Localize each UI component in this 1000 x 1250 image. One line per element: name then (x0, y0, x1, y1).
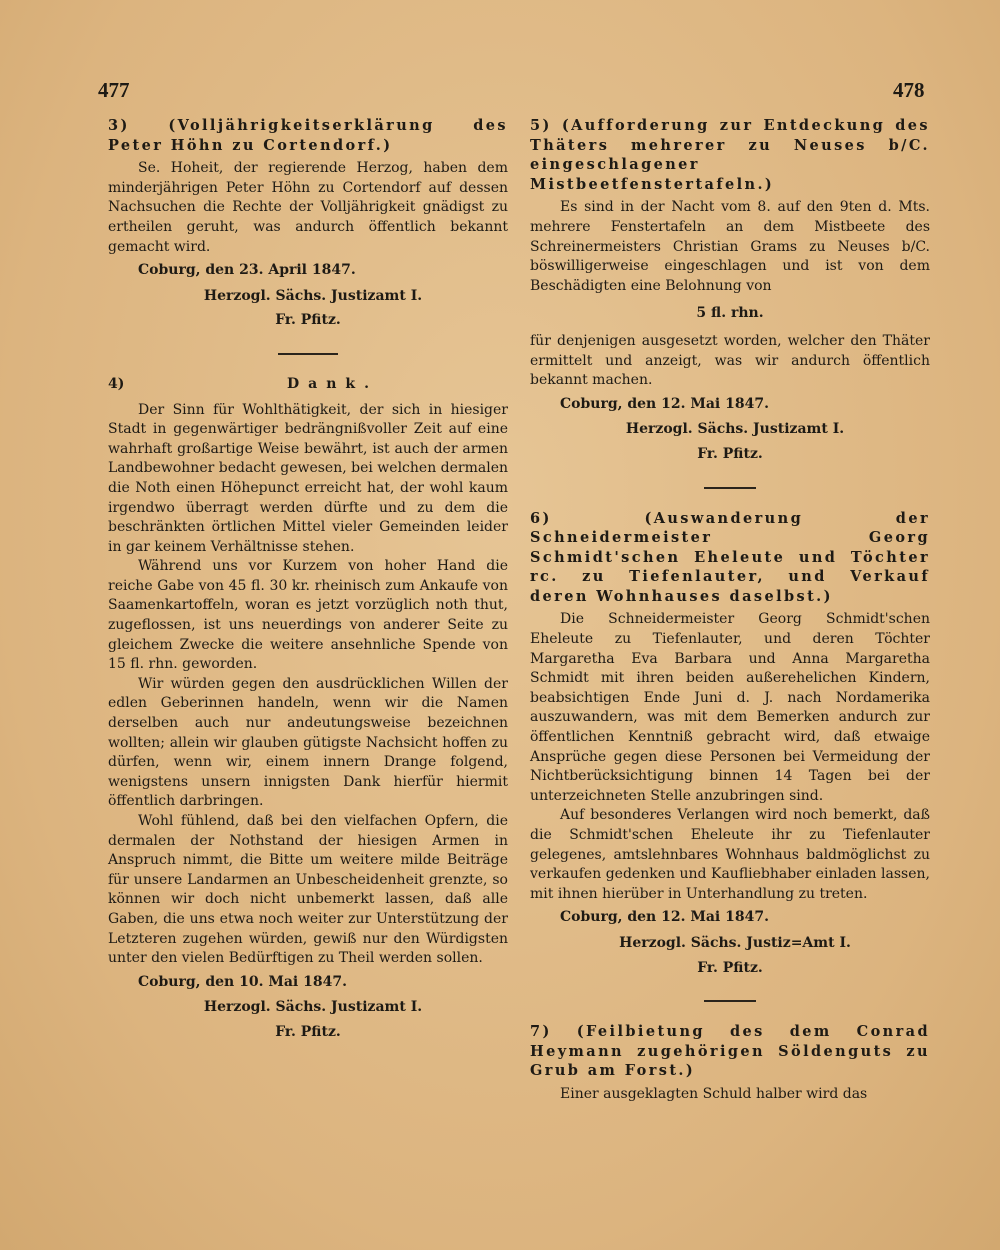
notice-4-heading (108, 375, 508, 395)
notice-6-paragraph-2: Auf besonderes Verlangen wird noch bemerkt, daß die Schmidt'schen Eheleute ihr zu Tiefenlauter gelegenes, amtslehnbares Wohnhaus baldmöglichst zu verkaufen gedenken und Kaufliebhaber einladen lassen, mit ihnen hierüber in Unterhandlung zu treten. (530, 807, 930, 902)
notice-5-body-2: für denjenigen ausgesetzt worden, welcher den Thäter ermittelt und anzeigt, was wir andurch öffentlich bekannt machen. (530, 332, 930, 389)
notice-5-reward-amount: 5 fl. rhn. (696, 305, 764, 322)
notice-5-signature: Fr. Pfitz. (697, 445, 763, 462)
notice-5-office: Herzogl. Sächs. Justizamt I. (625, 421, 845, 438)
notice-5-body-1: Es sind in der Nacht vom 8. auf den 9ten d. Mts. mehrere Fenstertafeln an dem Mistbeete des Schreinermeisters Christian Grams zu Neuses b/C. böswilligerweise eingeschlagen und ist von dem Beschädigten eine Belohnung von (530, 199, 930, 294)
notice-7-body: Einer ausgeklagten Schuld halber wird das (560, 1085, 868, 1102)
notice-3-body: Se. Hoheit, der regierende Herzog, haben dem minderjährigen Peter Höhn zu Cortendorf auf dessen Nachsuchen die Rechte der Volljährigkeit gnädigst zu ertheilen geruht, was andurch öffentlich bekannt gemacht wird. (108, 160, 508, 255)
notice-5-heading: 5) (Aufforderung zur Entdeckung des Thäters mehrerer zu Neuses b/C. eingeschlagener Mistbeetfenstertafeln.) (530, 117, 930, 193)
notice-6-date: Coburg, den 12. Mai 1847. (560, 909, 769, 926)
notice-6 (530, 509, 930, 979)
notice-7 (530, 1022, 930, 1104)
notice-6-signature: Fr. Pfitz. (697, 959, 763, 976)
notice-4-number: 4) (108, 375, 125, 392)
notice-4-date: Coburg, den 10. Mai 1847. (138, 973, 347, 990)
notice-3 (108, 116, 508, 331)
notice-3-date: Coburg, den 23. April 1847. (138, 262, 356, 279)
separator-rule (278, 353, 338, 355)
notice-6-office: Herzogl. Sächs. Justiz=Amt I. (619, 934, 851, 951)
notice-4-office: Herzogl. Sächs. Justizamt I. (203, 999, 423, 1016)
notice-4-paragraph-3: Wir würden gegen den ausdrücklichen Willen der edlen Geberinnen handeln, wenn wir die Namen derselben auch nur andeutungsweise bezeichnen wollten; allein wir glauben gütigste Nachsicht hoffen zu dürfen, wenn wir, einem innern Drange folgend, wenigstens unsern innigsten Dank hierfür hiermit öffentlich darbringen. (108, 675, 508, 810)
separator-rule (704, 1000, 756, 1002)
notice-3-office: Herzogl. Sächs. Justizamt I. (203, 287, 423, 304)
notice-7-heading: 7) (Feilbietung des dem Conrad Heymann zugehörigen Söldenguts zu Grub am Forst.) (530, 1023, 930, 1080)
notice-5-date: Coburg, den 12. Mai 1847. (560, 395, 769, 412)
notice-3-signature: Fr. Pfitz. (275, 312, 341, 329)
notice-6-heading: 6) (Auswanderung der Schneidermeister Georg Schmidt'schen Eheleute und Töchter rc. zu Tiefenlauter, und Verkauf deren Wohnhauses daselbst.) (530, 509, 930, 605)
page-number-right: 478 (893, 78, 925, 102)
page-number-left: 477 (98, 78, 130, 102)
notice-4-paragraph-4: Wohl fühlend, daß bei den vielfachen Opfern, die dermalen der Nothstand der hiesigen Armen in Anspruch nimmt, die Bitte um weitere milde Beiträge für unsere Landarmen an Unbescheidenheit grenzte, so können wir doch nicht unbemerkt lassen, daß alle Gaben, die uns etwa noch weiter zur Unterstützung der Letzteren zugehen würden, gewiß nur den Würdigsten unter den vielen Bedürftigen zu Theil werden sollen. (108, 813, 508, 967)
notice-6-paragraph-1: Die Schneidermeister Georg Schmidt'schen Eheleute zu Tiefenlauter, und deren Töchter Margaretha Eva Barbara und Anna Margaretha Schmidt mit ihren beiden außerehelichen Kindern, beabsichtigen Ende Juni d. J. nach Nordamerika auszuwandern, was mit dem Bemerken andurch zur öffentlichen Kenntniß gebracht wird, daß etwaige Ansprüche gegen diese Personen bei Vermeidung der Nichtberücksichtigung binnen 14 Tagen bei der unterzeichneten Stelle anzubringen sind. (530, 611, 930, 804)
notice-5 (530, 116, 930, 465)
notice-4 (108, 375, 508, 1043)
notice-4-signature: Fr. Pfitz. (275, 1023, 341, 1040)
notice-4-paragraph-2: Während uns vor Kurzem von hoher Hand die reiche Gabe von 45 fl. 30 kr. rheinisch zum Ankaufe von Saamenkartoffeln, woran es jetzt vorzüglich noth thut, zugeflossen, ist uns neuerdings von anderer Seite zu gleichem Zwecke die weitere ansehnliche Spende von 15 fl. rhn. geworden. (108, 558, 508, 673)
notice-4-title: Dank. (287, 375, 378, 392)
right-column (530, 116, 930, 1105)
separator-rule (704, 487, 756, 489)
notice-3-heading: 3) (Volljährigkeitserklärung des Peter Höhn zu Cortendorf.) (108, 117, 508, 154)
notice-4-paragraph-1: Der Sinn für Wohlthätigkeit, der sich in hiesiger Stadt in gegenwärtiger bedrängnißvoller Zeit auf eine wahrhaft großartige Weise bewährt, ist auch der armen Landbewohner bedacht gewesen, bei welchen dermalen die Noth einen Höhepunct erreicht hat, der wohl kaum irgendwo überragt werden dürfte und zu dem die beschränkten örtlichen Mittel vieler Gemeinden leider in gar keinem Verhältnisse stehen. (108, 401, 509, 555)
left-column (108, 116, 508, 1043)
